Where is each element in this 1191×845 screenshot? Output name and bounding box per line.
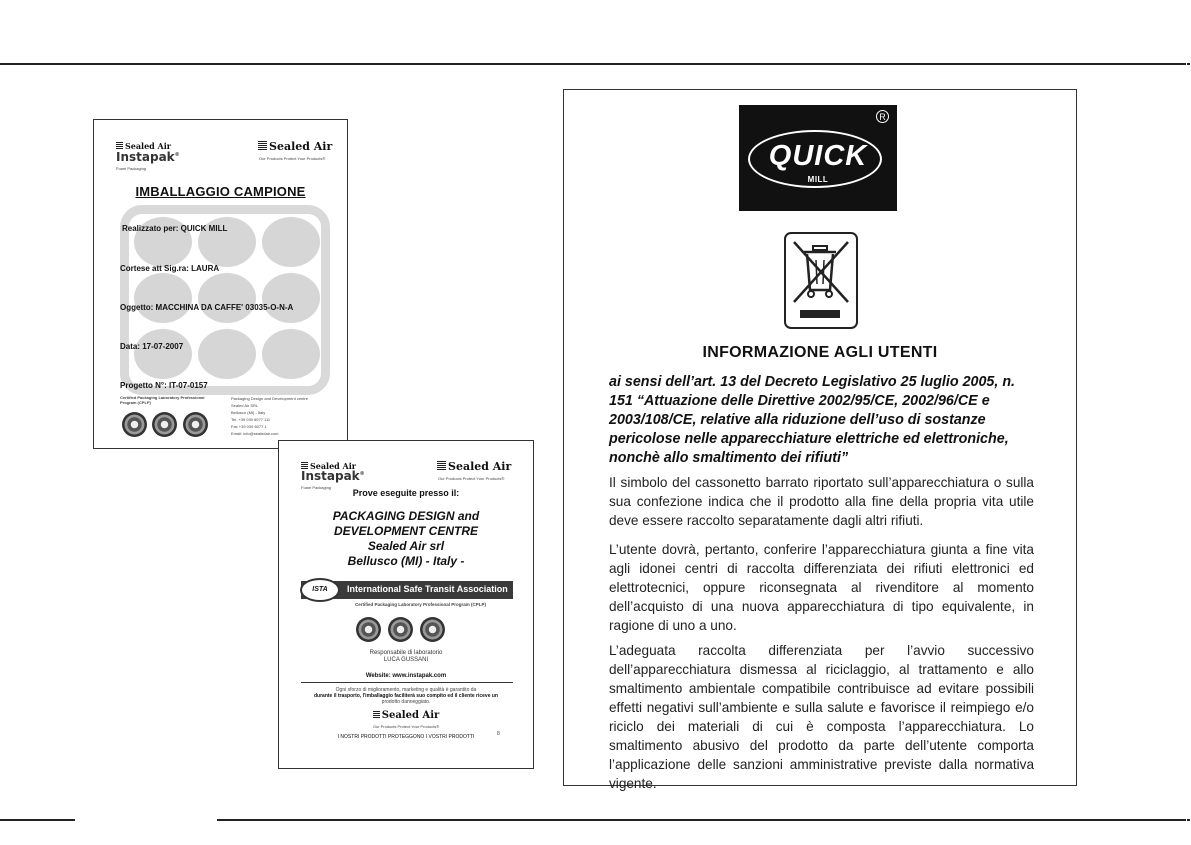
contact-line: Tel. +39 039 6077 111 xyxy=(231,417,271,422)
foam-cell xyxy=(134,273,192,323)
company-name: Sealed Air srl xyxy=(367,539,445,553)
bottom-rule-right xyxy=(217,819,1186,821)
foam-cell xyxy=(198,273,256,323)
logo-wordmark: QUICK xyxy=(768,140,868,172)
attention-field: Cortese att Sig.ra: LAURA xyxy=(120,264,220,273)
tagline: Our Products Protect Your Products® xyxy=(438,476,505,481)
footer-slogan: I NOSTRI PRODOTTI PROTEGGONO I VOSTRI PRODOTTI xyxy=(337,734,475,740)
note-line: Ogni sforzo di miglioramento, marketing e qualità è garantito da xyxy=(335,687,477,693)
sample-packaging-card xyxy=(93,119,348,449)
tagline: Our Products Protect Your Products® xyxy=(259,156,326,161)
paragraph-collection-benefits: L’adeguata raccolta differenziata per l’avvio successivo dell’apparecchiatura dismessa al riciclaggio, al trattamento e allo smaltimento ambientale compatibile contribuisce ad evitare possibili effetti negativi sull’ambiente e sulla salute e favorisce il reimpiego e/o riciclo dei materiali di cui è composta l’apparecchiatura. Lo smaltimento abusivo del prodotto da parte dell’utente comporta l’applicazione delle sanzioni amministrative previste dalla normativa vigente. xyxy=(609,643,1034,791)
contact-line: Sealed Air SRL xyxy=(231,403,259,408)
paragraph-symbol-meaning: Il simbolo del cassonetto barrato riportato sull’apparecchiatura o sulla sua confezione indica che il prodotto alla fine della propria vita utile deve essere raccolto separatamente dagli altri rifiuti. xyxy=(609,475,1034,528)
foam-cell xyxy=(198,329,256,379)
contact-line: Packaging Design and Development centre xyxy=(231,396,308,401)
user-information-panel xyxy=(563,89,1077,791)
sealed-air-mark-icon xyxy=(437,461,446,470)
foam-cell xyxy=(262,329,320,379)
lab-manager-name: LUCA GUSSANI xyxy=(383,657,429,663)
sealed-air-mark-icon xyxy=(258,141,267,150)
foam-cell xyxy=(262,273,320,323)
subject-field: Oggetto: MACCHINA DA CAFFE' 03035-O-N-A xyxy=(120,303,294,312)
ista-logo: ISTA xyxy=(300,578,340,602)
centre-name-line: DEVELOPMENT CENTRE xyxy=(333,524,478,538)
page-number: 8 xyxy=(497,731,500,737)
contact-line: Email: info@sealedair.com xyxy=(231,431,279,436)
made-for-field: Realizzato per: QUICK MILL xyxy=(122,224,228,233)
centre-name-line: PACKAGING DESIGN and xyxy=(332,509,480,523)
bottom-rule-left xyxy=(0,819,75,821)
edge-mark xyxy=(1187,63,1190,65)
crossed-out-wheelie-bin-icon xyxy=(784,232,858,329)
divider xyxy=(301,682,513,683)
sealed-air-mark-icon xyxy=(373,711,380,718)
sealed-air-mark-icon xyxy=(301,462,308,469)
contact-line: Bellusco (MI) - Italy xyxy=(231,410,266,415)
tests-performed-at: Prove eseguite presso il: xyxy=(352,488,460,498)
sealed-air-footer-logo xyxy=(279,710,533,721)
test-lab-card xyxy=(278,440,534,769)
top-rule xyxy=(0,63,1186,65)
foam-cell xyxy=(262,217,320,267)
certification-seal xyxy=(183,412,208,437)
footer-brand: Sealed Air xyxy=(373,710,440,721)
website[interactable]: Website: www.instapak.com xyxy=(365,673,447,679)
edge-mark xyxy=(1187,819,1190,821)
contact-line: Fax +39 039 6077 1 xyxy=(231,424,267,429)
sealed-air-mark-icon xyxy=(116,142,123,149)
info-title: INFORMAZIONE AGLI UTENTI xyxy=(702,344,938,361)
certification-label: Certified Packaging Laboratory Professional Program (CPLP) xyxy=(120,395,205,405)
card-title: IMBALLAGGIO CAMPIONE xyxy=(135,184,306,199)
instapak-logo: Instapak® xyxy=(116,150,180,164)
sealed-air-logo-left: Sealed Air xyxy=(301,461,356,471)
footer-tagline: Our Products Protect Your Products® xyxy=(372,724,440,729)
date-field: Data: 17-07-2007 xyxy=(120,342,184,351)
certification-seal xyxy=(152,412,177,437)
certification-label: Certified Packaging Laboratory Professional Program (CPLP) xyxy=(355,602,487,607)
ista-name: International Safe Transit Association xyxy=(347,584,508,594)
bin-drawing xyxy=(786,234,856,327)
certification-seal xyxy=(356,617,381,642)
certification-seal xyxy=(122,412,147,437)
instapak-subtitle: Foam Packaging xyxy=(301,485,332,490)
project-number-field: Progetto N°: IT-07-0157 xyxy=(120,381,208,390)
sealed-air-logo-right: Sealed Air xyxy=(437,460,511,473)
note-line: prodotto danneggiato. xyxy=(381,699,431,705)
sealed-air-logo-left: Sealed Air xyxy=(116,141,171,151)
legal-reference: ai sensi dell’art. 13 del Decreto Legislativo 25 luglio 2005, n. 151 “Attuazione delle Direttive 2002/95/CE, 2002/96/CE e 2003/108/CE, relative alla riduzione dell’uso di sostanze pericolose nelle apparecchiature elettriche ed elettroniche, nonchè allo smaltimento dei rifiuti” xyxy=(609,374,1016,466)
foam-cell xyxy=(134,329,192,379)
quick-mill-logo xyxy=(739,105,897,211)
certification-seal xyxy=(420,617,445,642)
instapak-subtitle: Foam Packaging xyxy=(116,166,147,171)
certification-seal xyxy=(388,617,413,642)
instapak-logo: Instapak® xyxy=(301,469,365,483)
sealed-air-logo-right: Sealed Air xyxy=(258,140,332,153)
company-location: Bellusco (MI) - Italy - xyxy=(347,554,465,568)
logo-subtitle: MILL xyxy=(807,175,829,184)
note-line: durante il trasporto, l'imballaggio faciliterà suo compito ed il cliente riceve un xyxy=(313,693,498,699)
lab-manager-label: Responsabile di laboratorio xyxy=(369,650,443,656)
registered-mark: R xyxy=(876,110,889,123)
paragraph-user-duty: L’utente dovrà, pertanto, conferire l’apparecchiatura giunta a fine vita agli idonei centri di raccolta differenziata dei rifiuti elettronici ed elettrotecnici, oppure riconsegnata al rivenditore al momento dell’acquisto di una nuova apparecchiatura di tipo equivalente, in ragione di uno a uno. xyxy=(609,542,1034,633)
